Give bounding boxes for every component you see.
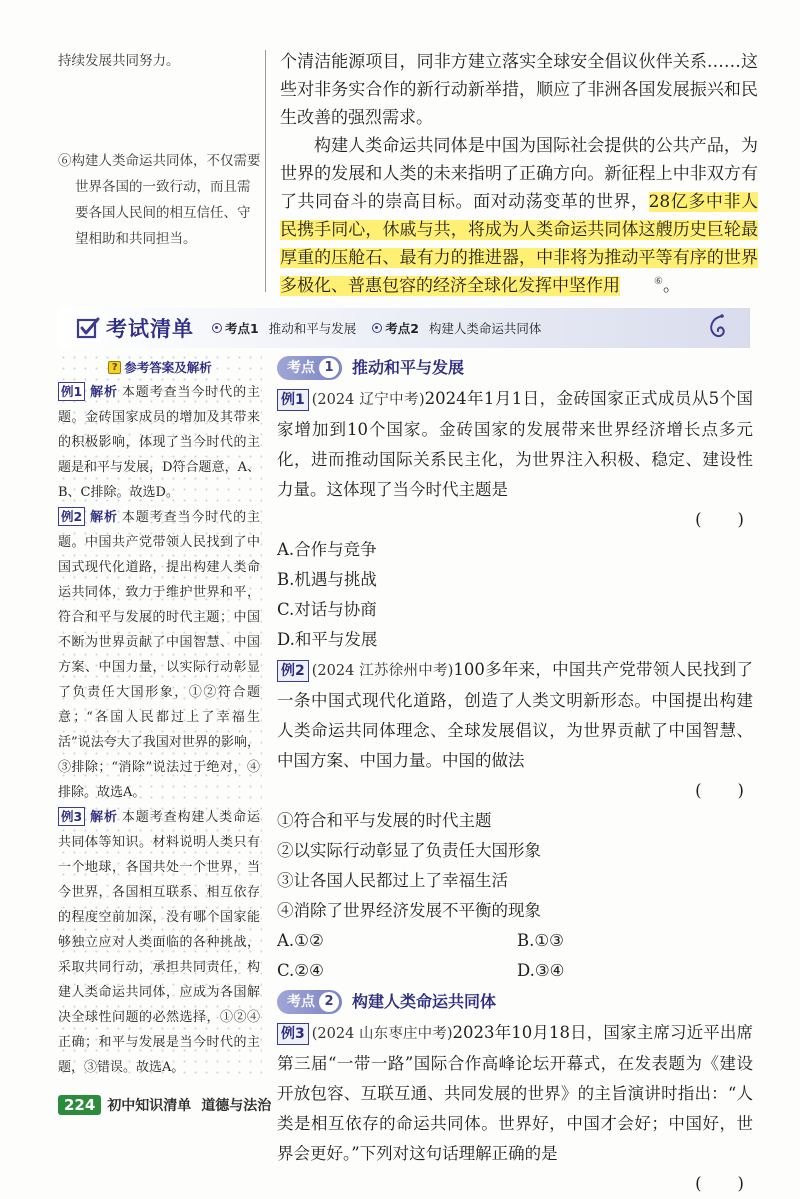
side-note-1: 持续发展共同努力。 — [58, 53, 180, 69]
answer-keyword: 解析 — [89, 385, 118, 400]
banner-kd2 — [372, 319, 541, 337]
kd-badge-number: 1 — [319, 358, 339, 378]
answer-paren-row — [277, 1169, 753, 1199]
kd-badge — [277, 990, 342, 1014]
exam-list-banner — [58, 308, 750, 348]
question-stem — [277, 384, 753, 505]
banner-kd1-text: 推动和平与发展 — [268, 321, 357, 336]
statement: ②以实际行动彰显了负责任大国形象 — [277, 841, 541, 860]
banner-kd1-label: 考点1 — [225, 321, 259, 336]
option[interactable]: D.和平与发展 — [277, 630, 378, 649]
question-3 — [277, 1018, 753, 1199]
option[interactable]: B.①③ — [517, 931, 564, 950]
answer-column — [58, 352, 262, 1074]
question-2 — [277, 655, 753, 986]
answer-heading-text: 参考答案及解析 — [124, 360, 212, 375]
answer-item — [58, 805, 260, 1080]
answer-tag: 例2 — [58, 507, 85, 526]
option[interactable]: A.①② — [277, 931, 324, 950]
question-column — [277, 352, 753, 1199]
answer-keyword: 解析 — [89, 510, 118, 525]
passage-paragraph-2 — [280, 132, 758, 300]
answer-blank[interactable]: ( ) — [695, 1174, 745, 1193]
kd-badge-number: 2 — [319, 992, 339, 1012]
passage-paragraph-1: 个清洁能源项目，同非方建立落实全球安全倡议伙伴关系……这些对非务实合作的新行动新举措，顺应了非洲各国发展振兴和民生改善的强烈需求。 — [280, 52, 758, 128]
reading-passage — [280, 48, 758, 300]
answer-item — [58, 380, 260, 505]
banner-kd2-text: 构建人类命运共同体 — [428, 321, 542, 336]
answer-tag: 例1 — [58, 382, 85, 401]
passage-end-punct: 。 — [662, 276, 680, 296]
option[interactable]: C.对话与协商 — [277, 600, 377, 619]
answer-text: 本题考查当今时代的主题。中国共产党带领人民找到了中国式现代化道路，提出构建人类命运共同体，致力于维护世界和平，符合和平与发展的时代主题；中国不断为世界贡献了中国智慧、中国方案、中国力量，以实际行动彰显了负责任大国形象，①②符合题意；“各国人民都过上了幸福生活”说法夸大了我国对世界的影响，③排除；“消除”说法过于绝对，④排除。故选A。 — [58, 510, 260, 800]
footnote-marker: ⑥ — [654, 276, 663, 288]
column-divider — [265, 50, 266, 292]
swirl-ornament-icon — [704, 312, 730, 342]
book-subject: 道德与法治 — [201, 1098, 272, 1114]
page-number: 224 — [58, 1095, 101, 1115]
checklist-icon — [76, 316, 100, 340]
answer-text: 本题考查构建人类命运共同体等知识。材料说明人类只有一个地球，各国共处一个世界，当今世界，各国相互联系、相互依存的程度空前加深，没有哪个国家能够独立应对人类面临的各种挑战，采取共同行动，承担共同责任，构建人类命运共同体，应成为各国解决全球性问题的必然选择，①②④正确；和平与发展是当今时代的主题，③错误。故选A。 — [58, 810, 260, 1075]
question-1 — [277, 384, 753, 655]
page-footer — [58, 1092, 271, 1118]
statement: ①符合和平与发展的时代主题 — [277, 811, 492, 830]
answer-list — [58, 380, 262, 1080]
question-tag: 例2 — [277, 660, 309, 682]
question-stem-text: 2023年10月18日，国家主席习近平出席第三届“一带一路”国际合作高峰论坛开幕式，在发表题为《建设开放包容、互联互通、共同发展的世界》的主旨演讲时指出：“人类是相互依存的命运共同体。世界好，中国才会好；中国好，世界会更好。”下列对这句话理解正确的是 — [277, 1023, 754, 1163]
kd-badge-label: 考点 — [287, 360, 315, 376]
question-source: (2024 山东枣庄中考) — [311, 1026, 453, 1042]
target-icon — [372, 323, 382, 333]
answer-item — [58, 505, 260, 805]
side-note-2: ⑥构建人类命运共同体，不仅需要世界各国的一致行动，而且需要各国人民间的相互信任、守望相助和共同担当。 — [58, 153, 261, 247]
answer-blank[interactable]: ( ) — [695, 781, 745, 800]
option[interactable]: C.②④ — [277, 961, 324, 980]
highlighted-text: 28亿多中非人民携手同心，休戚与共，将成为人类命运共同体这艘历史巨轮最厚重的压舱石、最有力的推进器，中非将为推动平等有序的世界多极化、普惠包容的经济全球化发挥中坚作用 — [280, 192, 759, 296]
section-title: 构建人类命运共同体 — [352, 992, 497, 1011]
kd-badge-label: 考点 — [287, 994, 315, 1010]
question-stem — [277, 1018, 753, 1169]
banner-kd1 — [212, 319, 356, 337]
question-stem-text: 2024年1月1日，金砖国家正式成员从5个国家增加到10个国家。金砖国家的发展带来世界经济增长点多元化，进而推动国际关系民主化，为世界注入积极、稳定、建设性力量。这体现了当今时代主题是 — [277, 389, 753, 499]
question-tag: 例1 — [277, 389, 309, 411]
statement: ④消除了世界经济发展不平衡的现象 — [277, 901, 541, 920]
answer-paren-row — [277, 505, 753, 535]
section-title: 推动和平与发展 — [352, 358, 465, 377]
option[interactable]: B.机遇与挑战 — [277, 570, 377, 589]
option-row — [277, 956, 753, 986]
answer-paren-row — [277, 776, 753, 806]
question-stem-text: 100多年来，中国共产党带领人民找到了一条中国式现代化道路，创造了人类文明新形态。中国提出构建人类命运共同体理念、全球发展倡议，为世界贡献了中国智慧、中国方案、中国力量。中国的做法 — [277, 660, 754, 770]
top-side-notes — [58, 48, 263, 252]
question-source: (2024 江苏徐州中考) — [311, 663, 454, 679]
passage-plain-text: 构建人类命运共同体是中国为国际社会提供的公共产品，为世界的发展和人类的未来指明了正确方向。新征程上中非双方有了共同奋斗的崇高目标。面对动荡变革的世界， — [280, 136, 758, 212]
section-head-kd2 — [277, 986, 753, 1018]
kd-badge — [277, 356, 342, 380]
question-tag: 例3 — [277, 1023, 309, 1045]
option[interactable]: A.合作与竞争 — [277, 540, 377, 559]
section-head-kd1 — [277, 352, 753, 384]
key-icon: ? — [108, 361, 121, 374]
banner-title: 考试清单 — [106, 317, 194, 341]
target-icon — [212, 323, 222, 333]
answer-heading — [58, 358, 262, 376]
question-source: (2024 辽宁中考) — [311, 392, 425, 408]
book-title: 初中知识清单 — [107, 1098, 192, 1114]
question-stem — [277, 655, 753, 776]
option-row — [277, 926, 753, 956]
answer-text: 本题考查当今时代的主题。金砖国家成员的增加及其带来的积极影响，体现了当今时代的主题是和平与发展，D符合题意，A、B、C排除。故选D。 — [58, 385, 260, 500]
statement: ③让各国人民都过上了幸福生活 — [277, 871, 508, 890]
banner-kd2-label: 考点2 — [385, 321, 419, 336]
answer-blank[interactable]: ( ) — [695, 510, 745, 529]
answer-tag: 例3 — [58, 807, 85, 826]
option[interactable]: D.③④ — [517, 961, 565, 980]
answer-keyword: 解析 — [89, 810, 118, 825]
